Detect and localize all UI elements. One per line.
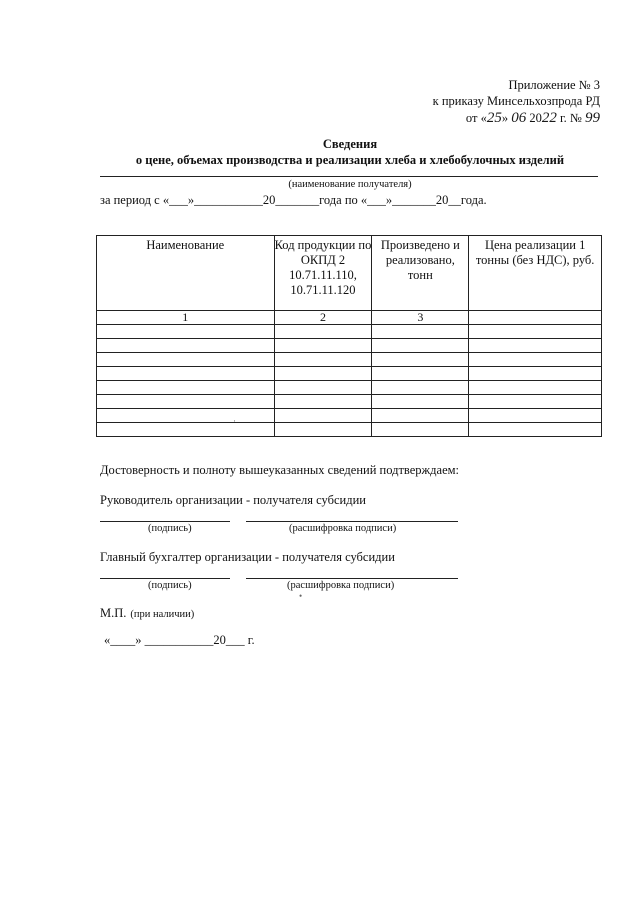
header-price: Цена реализации 1 тонны (без НДС), руб. (469, 236, 602, 311)
head-decode-line (246, 521, 458, 522)
recipient-line (100, 176, 598, 177)
table-row (97, 325, 602, 339)
table-cell (469, 409, 602, 423)
table-row (97, 409, 602, 423)
handwritten-month: 06 (511, 110, 527, 126)
table-cell (469, 325, 602, 339)
table-cell (469, 395, 602, 409)
appendix-label: Приложение № 3 (508, 78, 600, 92)
table-cell (97, 381, 275, 395)
table-cell (97, 325, 275, 339)
handwritten-number: 99 (585, 110, 600, 126)
table-cell (274, 423, 372, 437)
column-number: 1 (97, 311, 275, 325)
stamp-place (100, 604, 194, 622)
table-cell (97, 395, 275, 409)
scan-speck: • (299, 591, 303, 601)
table-cell (372, 423, 469, 437)
header-produced: Произведено и реализовано, тонн (372, 236, 469, 311)
header-name: Наименование (97, 236, 275, 311)
confirmation-text: Достоверность и полноту вышеуказанных сведений подтверждаем: (100, 463, 460, 477)
table-row (97, 381, 602, 395)
table-cell (274, 367, 372, 381)
footer-date: «____» ___________20___ г. (104, 633, 255, 647)
table-cell (274, 353, 372, 367)
head-signature-line (100, 521, 230, 522)
column-number: 2 (274, 311, 372, 325)
table-cell (274, 395, 372, 409)
date-sep-3: г. № (556, 111, 585, 125)
column-number: 3 (372, 311, 469, 325)
stamp-label: М.П. (100, 606, 127, 620)
table-cell (97, 353, 275, 367)
table-cell (97, 423, 275, 437)
table-row (97, 395, 602, 409)
table-cell (469, 423, 602, 437)
table-cell (372, 367, 469, 381)
handwritten-year: 22 (541, 110, 557, 126)
period-line: за период с «___»___________20_______года по «___»_______20__года. (100, 193, 487, 207)
table-cell (97, 409, 275, 423)
table-row (97, 353, 602, 367)
table-cell (372, 325, 469, 339)
scan-speck: · (233, 416, 236, 426)
accountant-signature-caption: (подпись) (148, 580, 192, 591)
accountant-decode-line (246, 578, 458, 579)
date-sep-2: 20 (526, 111, 542, 125)
table-cell (372, 395, 469, 409)
header-okpd-code: Код продукции по ОКПД 2 10.71.11.110, 10.71.11.120 (274, 236, 372, 311)
column-number (469, 311, 602, 325)
table-cell (97, 339, 275, 353)
head-signature-caption: (подпись) (148, 523, 192, 534)
table-cell (274, 325, 372, 339)
order-date-line (466, 110, 600, 127)
document-subtitle: о цене, объемах производства и реализации хлеба и хлебобулочных изделий (135, 153, 565, 167)
table-number-row (97, 311, 602, 325)
handwritten-day: 25 (486, 110, 502, 126)
table-cell (372, 353, 469, 367)
table-cell (372, 409, 469, 423)
order-reference: к приказу Минсельхозпрода РД (432, 94, 600, 108)
recipient-caption: (наименование получателя) (288, 179, 412, 190)
head-decode-caption: (расшифровка подписи) (289, 523, 397, 534)
head-title: Руководитель организации - получателя субсидии (100, 493, 366, 507)
accountant-signature-line (100, 578, 230, 579)
table-cell (469, 339, 602, 353)
accountant-decode-caption: (расшифровка подписи) (287, 580, 395, 591)
table-cell (372, 381, 469, 395)
table-cell (469, 381, 602, 395)
table-header-row (97, 236, 602, 311)
table-row (97, 423, 602, 437)
table-cell (274, 381, 372, 395)
table-cell (469, 367, 602, 381)
stamp-note: (при наличии) (130, 609, 195, 620)
table-row (97, 367, 602, 381)
table-cell (274, 339, 372, 353)
table-cell (372, 339, 469, 353)
table-cell (274, 409, 372, 423)
table-cell (97, 367, 275, 381)
table-row (97, 339, 602, 353)
document-title: Сведения (322, 137, 378, 151)
accountant-title: Главный бухгалтер организации - получателя субсидии (100, 550, 395, 564)
data-table (96, 235, 602, 437)
table-cell (469, 353, 602, 367)
date-prefix: от « (465, 111, 487, 125)
date-sep-1: » (501, 111, 512, 125)
